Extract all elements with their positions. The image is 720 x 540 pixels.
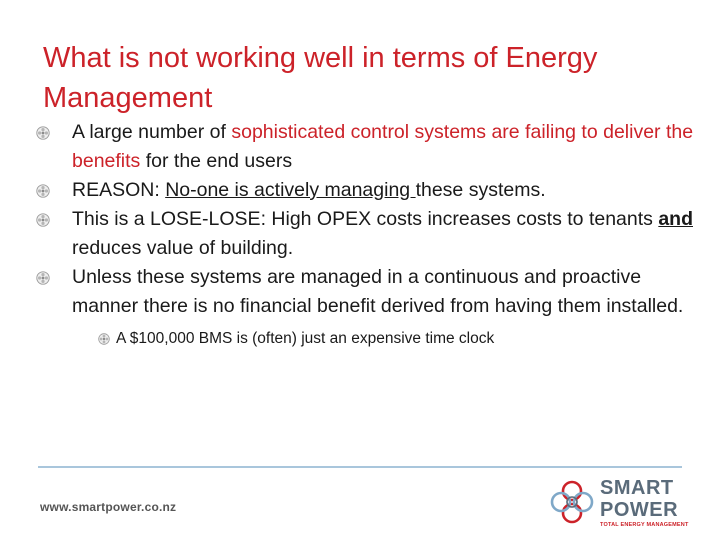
bullet-flower-icon	[36, 271, 50, 285]
bullet-text: This is a LOSE-LOSE: High OPEX costs increases costs to tenants	[72, 208, 659, 230]
bullet-list	[36, 118, 696, 351]
bullet-text: REASON:	[72, 179, 166, 201]
slide-title: What is not working well in terms of Energy Management	[43, 42, 598, 114]
logo-line1: SMART	[600, 477, 674, 499]
bullet-text: for the end users	[140, 150, 293, 172]
logo-line2: POWER	[600, 499, 679, 521]
smartpower-logo-icon	[548, 478, 596, 526]
bullet-flower-icon	[36, 184, 50, 198]
bullet-item	[36, 176, 696, 205]
logo-tagline: TOTAL ENERGY MANAGEMENT	[600, 522, 689, 528]
bullet-text: these systems.	[415, 179, 546, 201]
bullet-item	[36, 205, 696, 263]
bullet-text-highlight: sophisticated control systems are failing to deliver the benefits	[72, 121, 694, 172]
footer-divider	[38, 466, 682, 468]
bullet-flower-icon	[98, 333, 110, 345]
bullet-flower-icon	[36, 126, 50, 140]
bullet-item	[36, 118, 696, 176]
sub-bullet-item	[98, 327, 696, 351]
bullet-text-underlined: No-one is actively managing	[165, 179, 416, 201]
footer-url: www.smartpower.co.nz	[40, 500, 177, 514]
sub-bullet-text: A $100,000 BMS is (often) just an expensive time clock	[116, 330, 495, 347]
bullet-text-bold: and	[658, 208, 693, 230]
bullet-text: Unless these systems are managed in a continuous and proactive manner there is no financial benefit derived from having them installed.	[72, 266, 684, 317]
bullet-flower-icon	[36, 213, 50, 227]
logo-wordmark	[600, 478, 689, 529]
bullet-item	[36, 263, 696, 321]
bullet-text: reduces value of building.	[72, 237, 294, 259]
smartpower-logo	[548, 478, 698, 528]
bullet-text: A large number of	[72, 121, 232, 143]
